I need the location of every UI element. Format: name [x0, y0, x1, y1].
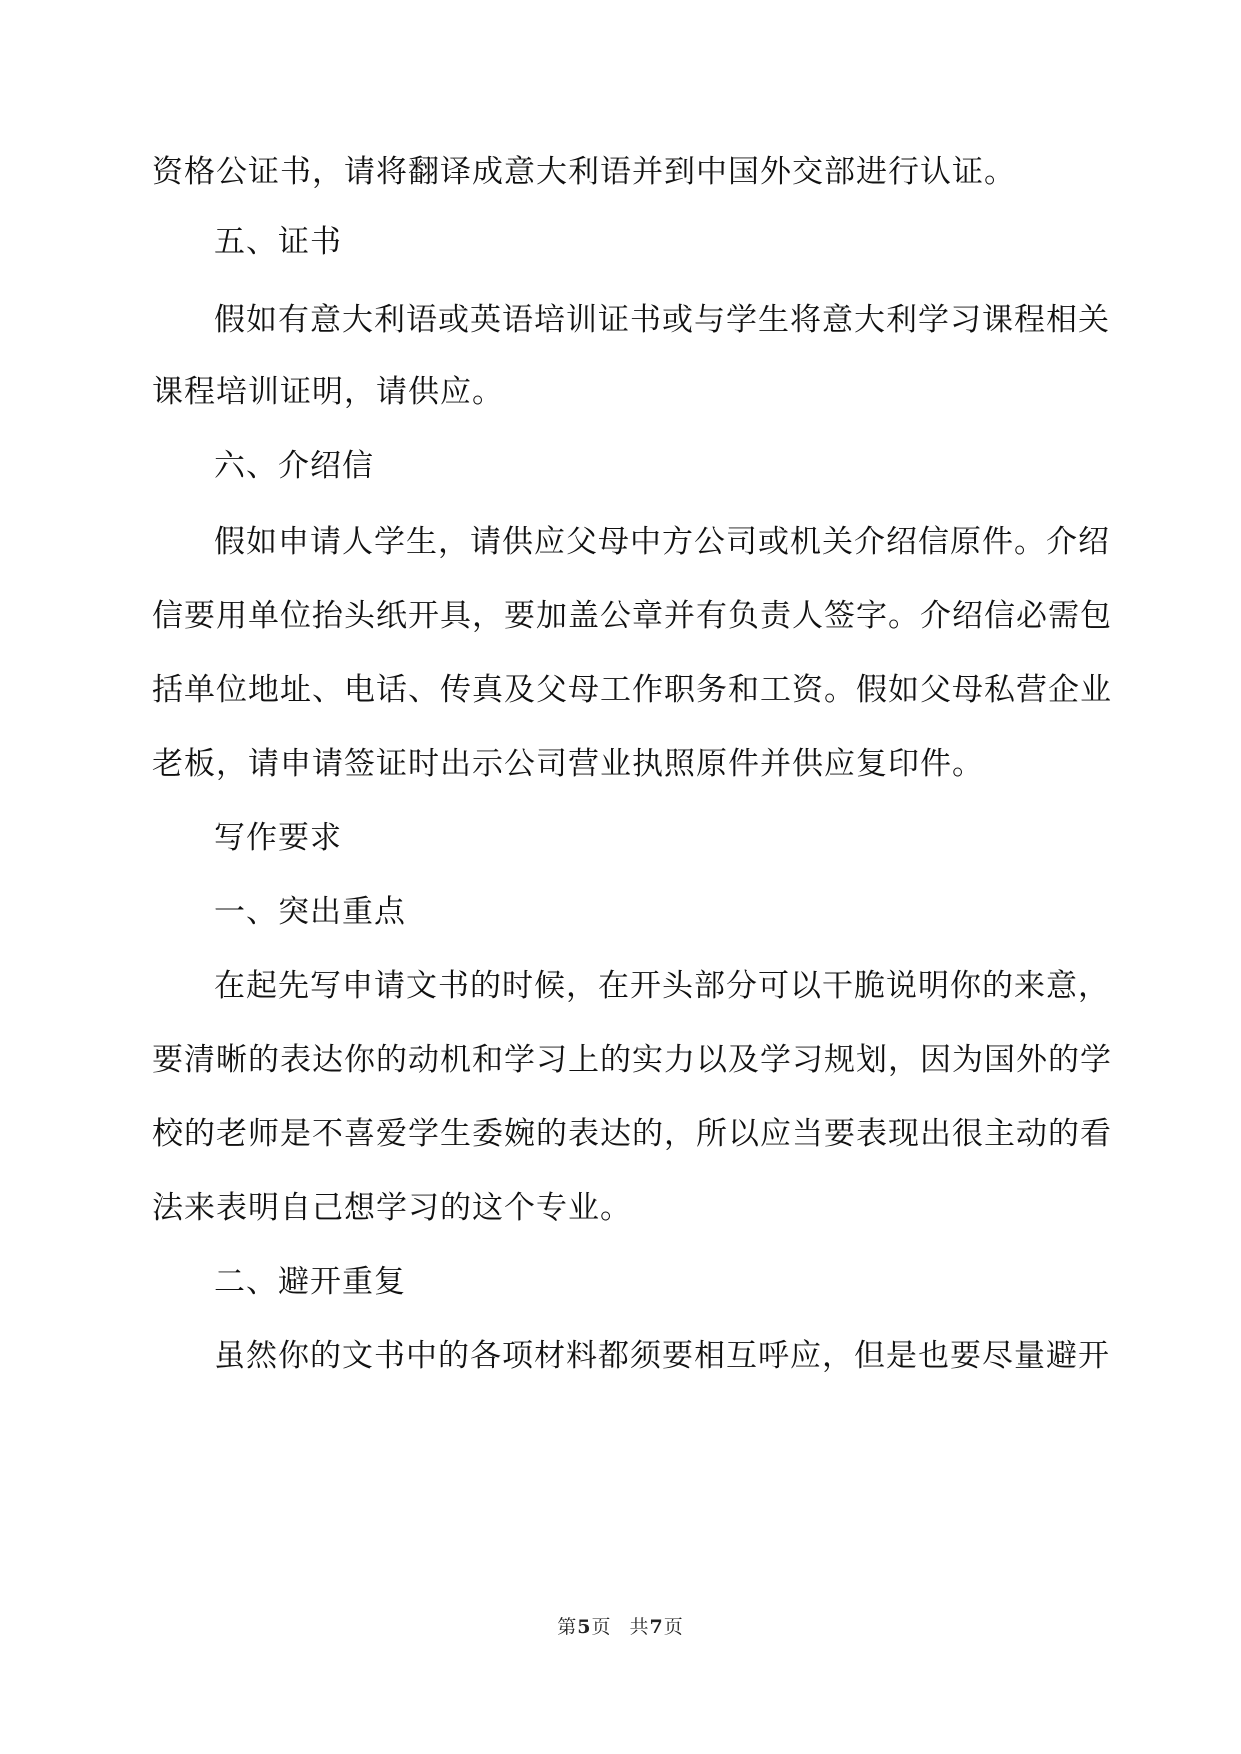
page-footer [0, 1615, 1241, 1639]
text-line: 法来表明自己想学习的这个专业。 [152, 1190, 632, 1226]
section-heading: 二、避开重复 [214, 1264, 406, 1300]
section-heading: 写作要求 [214, 820, 342, 856]
text-line: 老板，请申请签证时出示公司营业执照原件并供应复印件。 [152, 746, 984, 782]
page-suffix: 页 [591, 1616, 612, 1638]
text-line: 在起先写申请文书的时候，在开头部分可以干脆说明你的来意， [214, 968, 1110, 1004]
text-line: 括单位地址、电话、传真及父母工作职务和工资。假如父母私营企业 [152, 672, 1112, 708]
total-suffix: 页 [663, 1616, 684, 1638]
text-line: 资格公证书，请将翻译成意大利语并到中国外交部进行认证。 [152, 154, 1016, 190]
section-heading: 六、介绍信 [214, 448, 374, 484]
page-prefix: 第 [557, 1616, 578, 1638]
text-line: 校的老师是不喜爱学生委婉的表达的，所以应当要表现出很主动的看 [152, 1116, 1112, 1152]
text-line: 要清晰的表达你的动机和学习上的实力以及学习规划，因为国外的学 [152, 1042, 1112, 1078]
page-number: 5 [577, 1616, 592, 1638]
total-prefix: 共 [629, 1616, 650, 1638]
total-pages: 7 [649, 1616, 664, 1638]
section-heading: 五、证书 [214, 224, 342, 260]
text-line: 假如申请人学生，请供应父母中方公司或机关介绍信原件。介绍 [214, 524, 1110, 560]
text-line: 课程培训证明，请供应。 [152, 374, 504, 410]
text-line: 假如有意大利语或英语培训证书或与学生将意大利学习课程相关 [214, 302, 1110, 338]
text-line: 信要用单位抬头纸开具，要加盖公章并有负责人签字。介绍信必需包 [152, 598, 1112, 634]
section-heading: 一、突出重点 [214, 894, 406, 930]
text-line: 虽然你的文书中的各项材料都须要相互呼应，但是也要尽量避开 [214, 1338, 1110, 1374]
